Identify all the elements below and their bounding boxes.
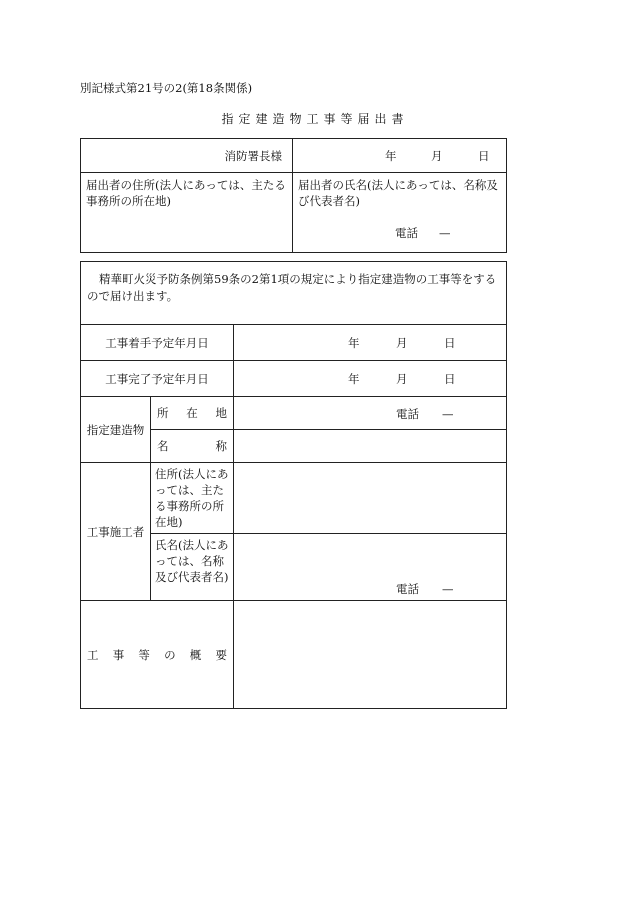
- summary-field[interactable]: [234, 601, 507, 709]
- day-label: 日: [478, 149, 490, 163]
- contractor-name-label: 氏名(法人にあっては、名称及び代表者名): [155, 538, 229, 584]
- building-name-label-cell: [151, 430, 234, 463]
- applicant-table: [80, 138, 507, 253]
- start-day-label: 日: [444, 336, 456, 350]
- end-year-label: 年: [348, 372, 360, 386]
- form-number-label: 別記様式第21号の2(第18条関係): [80, 81, 253, 95]
- start-date-label-cell: [81, 325, 234, 361]
- summary-label: 工 事 等 の 概 要: [87, 647, 227, 662]
- start-date-field[interactable]: [234, 325, 507, 361]
- construction-table: [80, 261, 507, 709]
- building-phone-label: 電話: [396, 407, 419, 421]
- document-title: 指定建造物工事等届出書: [221, 112, 409, 126]
- contractor-address-label: 住所(法人にあっては、主たる事務所の所在地): [155, 467, 229, 529]
- start-month-label: 月: [396, 336, 408, 350]
- building-group-label-cell: [81, 397, 151, 463]
- building-location-label: 所 在 地: [157, 406, 227, 420]
- building-location-field[interactable]: [234, 397, 507, 430]
- building-phone-dash: —: [442, 407, 454, 421]
- phone-dash: —: [439, 226, 451, 240]
- phone-label: 電話: [395, 226, 418, 240]
- building-name-field[interactable]: [234, 430, 507, 463]
- applicant-name-field[interactable]: [293, 173, 507, 253]
- summary-label-cell: [81, 601, 234, 709]
- applicant-address-field[interactable]: [81, 173, 293, 253]
- recipient-label: 消防署長様: [224, 148, 282, 163]
- end-month-label: 月: [396, 372, 408, 386]
- contractor-phone-label: 電話: [396, 582, 419, 596]
- building-group-label: 指定建造物: [86, 422, 145, 437]
- contractor-name-label-cell: [151, 534, 234, 601]
- intro-cell: [81, 262, 507, 325]
- start-date-label: 工事着手予定年月日: [105, 335, 209, 350]
- intro-text: 精華町火災予防条例第59条の2第1項の規定により指定建造物の工事等をするので届け出ます。: [87, 272, 497, 303]
- applicant-name-label: 届出者の氏名(法人にあっては、名称及び代表者名): [298, 178, 498, 208]
- submission-date-field[interactable]: [293, 139, 507, 173]
- building-name-label: 名 称: [157, 439, 227, 453]
- end-date-label: 工事完了予定年月日: [105, 371, 209, 386]
- contractor-name-field[interactable]: [234, 534, 507, 601]
- applicant-address-label: 届出者の住所(法人にあっては、主たる事務所の所在地): [86, 178, 286, 208]
- end-date-label-cell: [81, 361, 234, 397]
- building-location-label-cell: [151, 397, 234, 430]
- contractor-address-field[interactable]: [234, 463, 507, 534]
- recipient-cell: [81, 139, 293, 173]
- contractor-address-label-cell: [151, 463, 234, 534]
- contractor-group-label-cell: [81, 463, 151, 601]
- end-date-field[interactable]: [234, 361, 507, 397]
- contractor-phone-dash: —: [442, 582, 454, 596]
- start-year-label: 年: [348, 336, 360, 350]
- contractor-group-label: 工事施工者: [86, 524, 145, 539]
- end-day-label: 日: [444, 372, 456, 386]
- month-label: 月: [431, 149, 443, 163]
- year-label: 年: [385, 149, 397, 163]
